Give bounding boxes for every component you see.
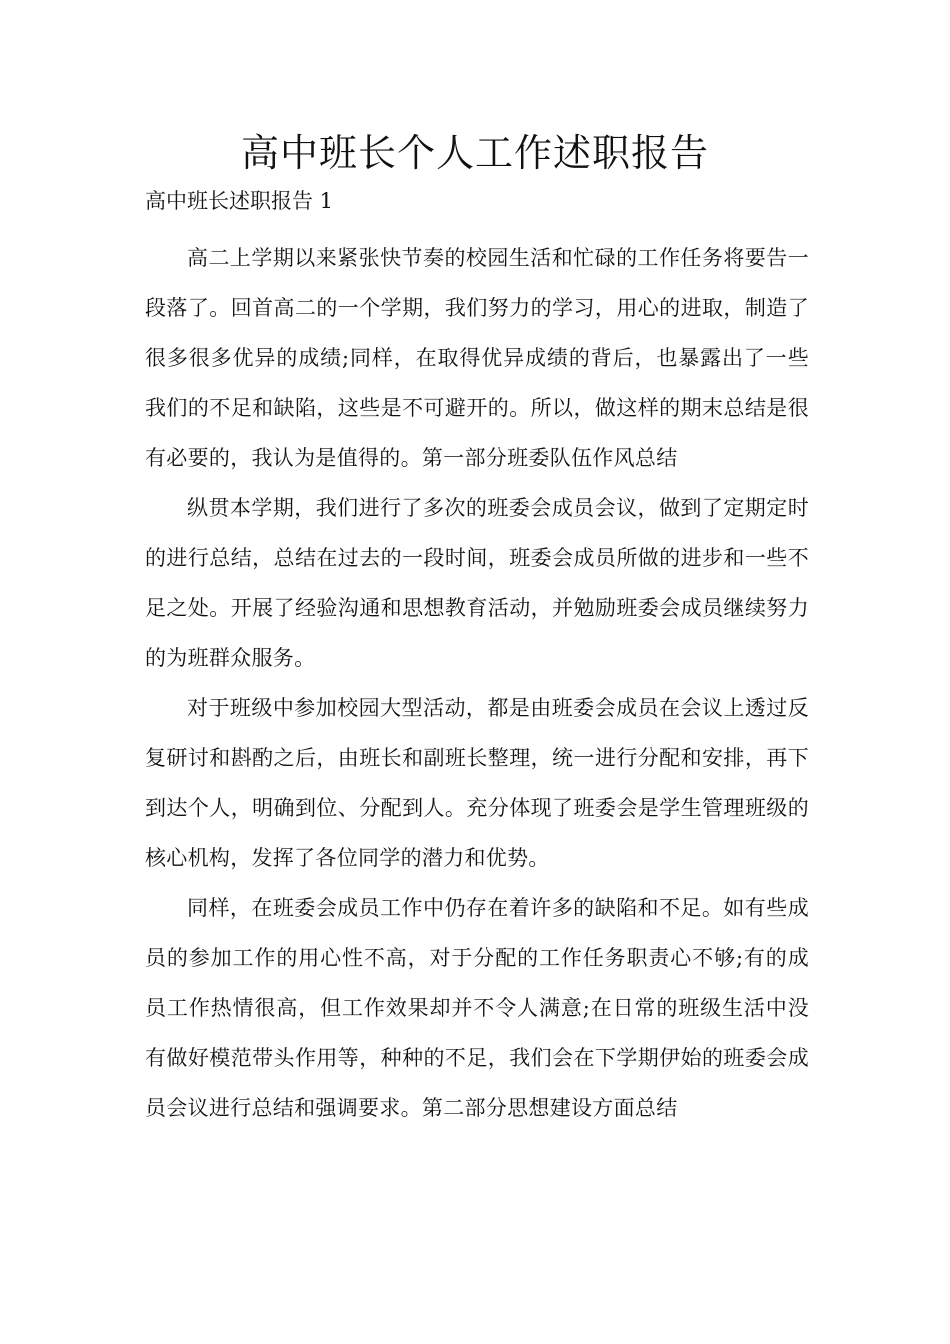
paragraph: 对于班级中参加校园大型活动，都是由班委会成员在会议上透过反复研讨和斟酌之后，由班长和副班长整理，统一进行分配和安排，再下到达个人，明确到位、分配到人。充分体现了班委会是学生管理班级的核心机构，发挥了各位同学的潜力和优势。 (145, 696, 809, 870)
paragraph: 同样，在班委会成员工作中仍存在着许多的缺陷和不足。如有些成员的参加工作的用心性不高，对于分配的工作任务职责心不够;有的成员工作热情很高，但工作效果却并不令人满意;在日常的班级生活中没有做好模范带头作用等，种种的不足，我们会在下学期伊始的班委会成员会议进行总结和强调要求。第二部分思想建设方面总结 (145, 896, 809, 1120)
document-title: 高中班长个人工作述职报告 (240, 131, 709, 175)
document-subtitle: 高中班长述职报告 1 (145, 189, 334, 213)
paragraph: 纵贯本学期，我们进行了多次的班委会成员会议，做到了定期定时的进行总结，总结在过去的一段时间，班委会成员所做的进步和一些不足之处。开展了经验沟通和思想教育活动，并勉励班委会成员继续努力的为班群众服务。 (145, 496, 809, 670)
paragraph: 高二上学期以来紧张快节奏的校园生活和忙碌的工作任务将要告一段落了。回首高二的一个学期，我们努力的学习，用心的进取，制造了很多很多优异的成绩;同样，在取得优异成绩的背后，也暴露出了一些我们的不足和缺陷，这些是不可避开的。所以，做这样的期末总结是很有必要的，我认为是值得的。第一部分班委队伍作风总结 (145, 246, 809, 470)
document-body (145, 233, 809, 1133)
